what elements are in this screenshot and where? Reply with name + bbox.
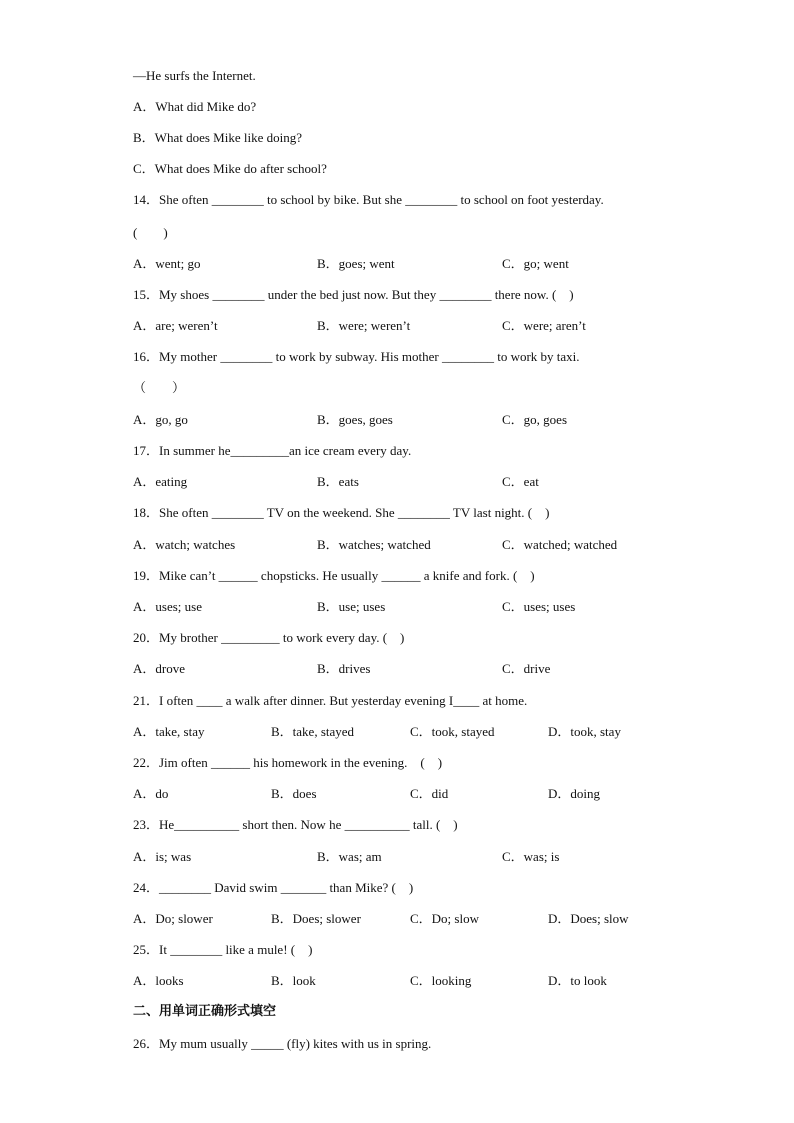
q25-option-b: B．look bbox=[271, 973, 316, 988]
q22-option-c: C．did bbox=[410, 786, 449, 801]
q23-option-c: C．was; is bbox=[502, 849, 560, 864]
q23-option-a: A．is; was bbox=[133, 849, 192, 864]
q21-option-c: C．took, stayed bbox=[410, 724, 495, 739]
q16-option-c: C．go, goes bbox=[502, 412, 568, 427]
question-23: 23．He__________ short then. Now he __________ tall. ( ) bbox=[133, 817, 458, 832]
option-a: A．What did Mike do? bbox=[133, 99, 257, 114]
q14-option-c: C．go; went bbox=[502, 256, 569, 271]
answer-line: —He surfs the Internet. bbox=[133, 68, 256, 83]
q19-option-c: C．uses; uses bbox=[502, 599, 576, 614]
q20-option-c: C．drive bbox=[502, 661, 551, 676]
question-26: 26．My mum usually _____ (fly) kites with us in spring. bbox=[133, 1036, 432, 1051]
option-b: B．What does Mike like doing? bbox=[133, 130, 302, 145]
q21-option-a: A．take, stay bbox=[133, 724, 205, 739]
q17-option-b: B．eats bbox=[317, 474, 359, 489]
question-15: 15．My shoes ________ under the bed just now. But they ________ there now. ( ) bbox=[133, 287, 574, 302]
q22-option-d: D．doing bbox=[548, 786, 601, 801]
section-heading: 二、用单词正确形式填空 bbox=[133, 1004, 277, 1019]
q21-option-d: D．took, stay bbox=[548, 724, 621, 739]
q24-option-b: B．Does; slower bbox=[271, 911, 361, 926]
q19-option-b: B．use; uses bbox=[317, 599, 386, 614]
q22-option-a: A．do bbox=[133, 786, 169, 801]
q21-option-b: B．take, stayed bbox=[271, 724, 355, 739]
q25-option-d: D．to look bbox=[548, 973, 607, 988]
question-22: 22．Jim often ______ his homework in the evening. ( ) bbox=[133, 755, 443, 770]
q15-option-b: B．were; weren’t bbox=[317, 318, 411, 333]
q18-option-a: A．watch; watches bbox=[133, 537, 236, 552]
q20-option-b: B．drives bbox=[317, 661, 371, 676]
question-17: 17．In summer he_________an ice cream every day. bbox=[133, 443, 412, 458]
q14-option-b: B．goes; went bbox=[317, 256, 395, 271]
question-14-paren: ( ) bbox=[133, 225, 168, 240]
q16-option-a: A．go, go bbox=[133, 412, 188, 427]
question-14: 14．She often ________ to school by bike. But she ________ to school on foot yesterday. bbox=[133, 192, 604, 207]
option-c: C．What does Mike do after school? bbox=[133, 161, 327, 176]
q20-option-a: A．drove bbox=[133, 661, 185, 676]
question-20: 20．My brother _________ to work every day. ( ) bbox=[133, 630, 405, 645]
question-16: 16．My mother ________ to work by subway. His mother ________ to work by taxi. bbox=[133, 349, 580, 364]
question-18: 18．She often ________ TV on the weekend. She ________ TV last night. ( ) bbox=[133, 505, 550, 520]
question-24: 24．________ David swim _______ than Mike? ( ) bbox=[133, 880, 414, 895]
q17-option-a: A．eating bbox=[133, 474, 188, 489]
q24-option-d: D．Does; slow bbox=[548, 911, 629, 926]
q18-option-b: B．watches; watched bbox=[317, 537, 431, 552]
question-16-paren: （ ） bbox=[133, 380, 186, 395]
q18-option-c: C．watched; watched bbox=[502, 537, 618, 552]
q19-option-a: A．uses; use bbox=[133, 599, 202, 614]
q16-option-b: B．goes, goes bbox=[317, 412, 393, 427]
q24-option-c: C．Do; slow bbox=[410, 911, 479, 926]
q15-option-c: C．were; aren’t bbox=[502, 318, 586, 333]
q24-option-a: A．Do; slower bbox=[133, 911, 213, 926]
q25-option-a: A．looks bbox=[133, 973, 184, 988]
q25-option-c: C．looking bbox=[410, 973, 472, 988]
q22-option-b: B．does bbox=[271, 786, 317, 801]
question-21: 21．I often ____ a walk after dinner. But yesterday evening I____ at home. bbox=[133, 693, 528, 708]
q17-option-c: C．eat bbox=[502, 474, 539, 489]
q15-option-a: A．are; weren’t bbox=[133, 318, 218, 333]
question-19: 19．Mike can’t ______ chopsticks. He usually ______ a knife and fork. ( ) bbox=[133, 568, 535, 583]
question-25: 25．It ________ like a mule! ( ) bbox=[133, 942, 313, 957]
q14-option-a: A．went; go bbox=[133, 256, 201, 271]
q23-option-b: B．was; am bbox=[317, 849, 382, 864]
